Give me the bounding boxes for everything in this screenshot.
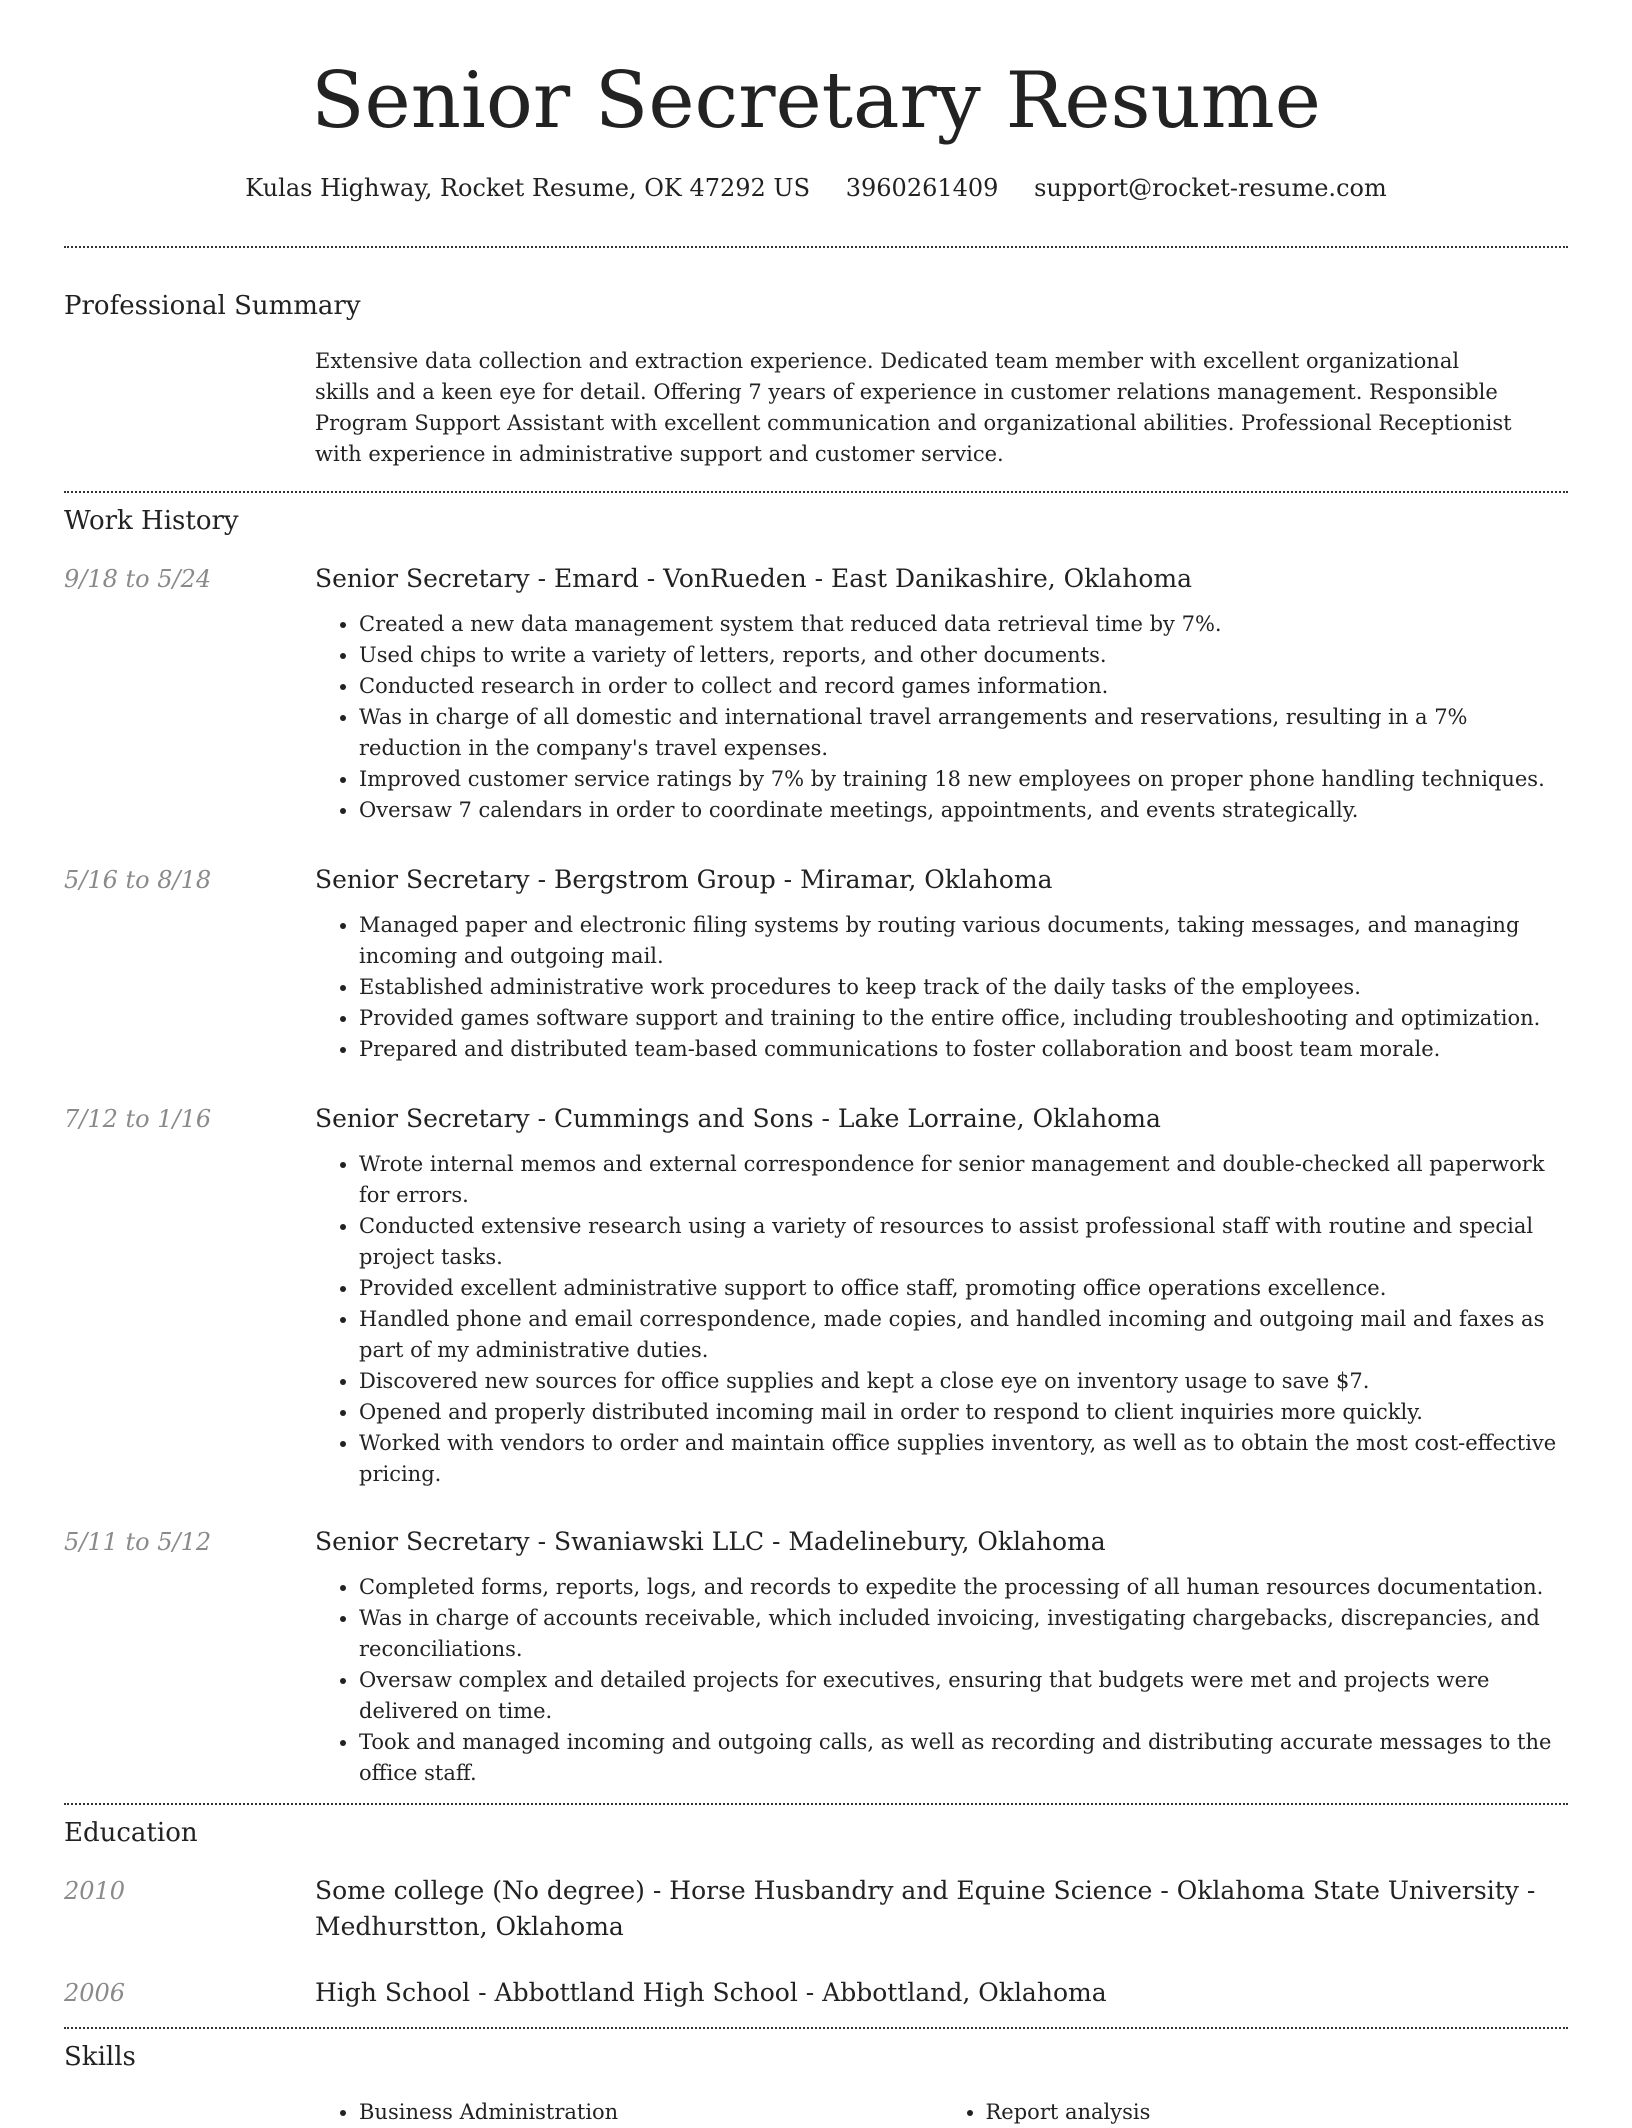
list-item: • Opened and properly distributed incoming mail in order to respond to client inquiries more quickly. (359, 1397, 1568, 1428)
summary-heading: Professional Summary (64, 291, 361, 321)
summary-text: Extensive data collection and extraction experience. Dedicated team member with excellent organizational skills and a keen eye for detail. Offering 7 years of experience in customer relations management. Responsible Program Support Assistant with excellent communication and organizational abilities. Professional Receptionist with experience in administrative support and customer service. (315, 349, 1512, 466)
list-item: • Improved customer service ratings by 7% by training 18 new employees on proper phone handling techniques. (359, 764, 1568, 795)
divider (64, 246, 1568, 248)
list-item: • Provided excellent administrative support to office staff, promoting office operations excellence. (359, 1273, 1568, 1304)
education-year: 2006 (64, 1979, 126, 2007)
list-item: • Took and managed incoming and outgoing calls, as well as recording and distributing accurate messages to the office staff. (359, 1727, 1568, 1789)
list-item: • Managed paper and electronic filing systems by routing various documents, taking messages, and managing incoming and outgoing mail. (359, 910, 1568, 972)
contact-address: Kulas Highway, Rocket Resume, OK 47292 US (245, 174, 811, 202)
contact-line (64, 170, 1568, 206)
resume-page (64, 0, 1568, 2128)
job-title: Senior Secretary - Emard - VonRueden - East Danikashire, Oklahoma (315, 564, 1192, 593)
job-title: Senior Secretary - Cummings and Sons - Lake Lorraine, Oklahoma (315, 1104, 1161, 1133)
job-title: Senior Secretary - Bergstrom Group - Miramar, Oklahoma (315, 865, 1053, 894)
job-title: Senior Secretary - Swaniawski LLC - Madelinebury, Oklahoma (315, 1527, 1106, 1556)
skills-column-right (942, 2097, 1569, 2128)
list-item: • Handled phone and email correspondence, made copies, and handled incoming and outgoing mail and faxes as part of my administrative duties. (359, 1304, 1568, 1366)
list-item: • Oversaw 7 calendars in order to coordinate meetings, appointments, and events strategically. (359, 795, 1568, 826)
divider (64, 491, 1568, 493)
job-entry (64, 862, 1568, 1065)
list-item: • Created a new data management system that reduced data retrieval time by 7%. (359, 609, 1568, 640)
education-text: High School - Abbottland High School - Abbottland, Oklahoma (315, 1978, 1107, 2007)
list-item: • Used chips to write a variety of letters, reports, and other documents. (359, 640, 1568, 671)
education-heading: Education (64, 1818, 198, 1848)
list-item: • Prepared and distributed team-based communications to foster collaboration and boost team morale. (359, 1034, 1568, 1065)
list-item: • Was in charge of all domestic and international travel arrangements and reservations, resulting in a 7% reduction in the company's travel expenses. (359, 702, 1568, 764)
skills-column-left (315, 2097, 942, 2128)
education-year: 2010 (64, 1877, 126, 1905)
job-bullets (315, 609, 1568, 826)
contact-email: support@rocket-resume.com (1034, 174, 1387, 202)
divider (64, 2027, 1568, 2029)
list-item: • Conducted research in order to collect and record games information. (359, 671, 1568, 702)
skills-heading: Skills (64, 2042, 136, 2072)
job-dates: 5/11 to 5/12 (64, 1528, 212, 1556)
work-heading: Work History (64, 506, 239, 536)
list-item: • Completed forms, reports, logs, and records to expedite the processing of all human resources documentation. (359, 1572, 1568, 1603)
list-item: • Discovered new sources for office supplies and kept a close eye on inventory usage to save $7. (359, 1366, 1568, 1397)
list-item: • Worked with vendors to order and maintain office supplies inventory, as well as to obtain the most cost-effective pricing. (359, 1428, 1568, 1490)
job-dates: 5/16 to 8/18 (64, 866, 212, 894)
education-text: Some college (No degree) - Horse Husbandry and Equine Science - Oklahoma State University - Medhurstton, Oklahoma (315, 1876, 1536, 1941)
list-item: • Wrote internal memos and external correspondence for senior management and double-checked all paperwork for errors. (359, 1149, 1568, 1211)
education-entry (64, 1975, 1568, 2011)
divider (64, 1803, 1568, 1805)
job-entry (64, 561, 1568, 826)
job-bullets (315, 910, 1568, 1065)
list-item: • Was in charge of accounts receivable, which included invoicing, investigating chargebacks, discrepancies, and reconciliations. (359, 1603, 1568, 1665)
skills-list (315, 2097, 1568, 2128)
list-item: • Provided games software support and training to the entire office, including troubleshooting and optimization. (359, 1003, 1568, 1034)
job-entry (64, 1101, 1568, 1490)
job-dates: 9/18 to 5/24 (64, 565, 212, 593)
contact-phone: 3960261409 (845, 174, 999, 202)
list-item: • Oversaw complex and detailed projects for executives, ensuring that budgets were met and projects were delivered on time. (359, 1665, 1568, 1727)
list-item: • Conducted extensive research using a variety of resources to assist professional staff with routine and special project tasks. (359, 1211, 1568, 1273)
job-bullets (315, 1149, 1568, 1490)
skill-item: • Business Administration (359, 2097, 942, 2128)
job-dates: 7/12 to 1/16 (64, 1105, 212, 1133)
skill-item: • Report analysis (986, 2097, 1569, 2128)
education-entry (64, 1873, 1568, 1945)
list-item: • Established administrative work procedures to keep track of the daily tasks of the employees. (359, 972, 1568, 1003)
resume-title: Senior Secretary Resume (311, 56, 1321, 146)
job-entry (64, 1524, 1568, 1789)
job-bullets (315, 1572, 1568, 1789)
